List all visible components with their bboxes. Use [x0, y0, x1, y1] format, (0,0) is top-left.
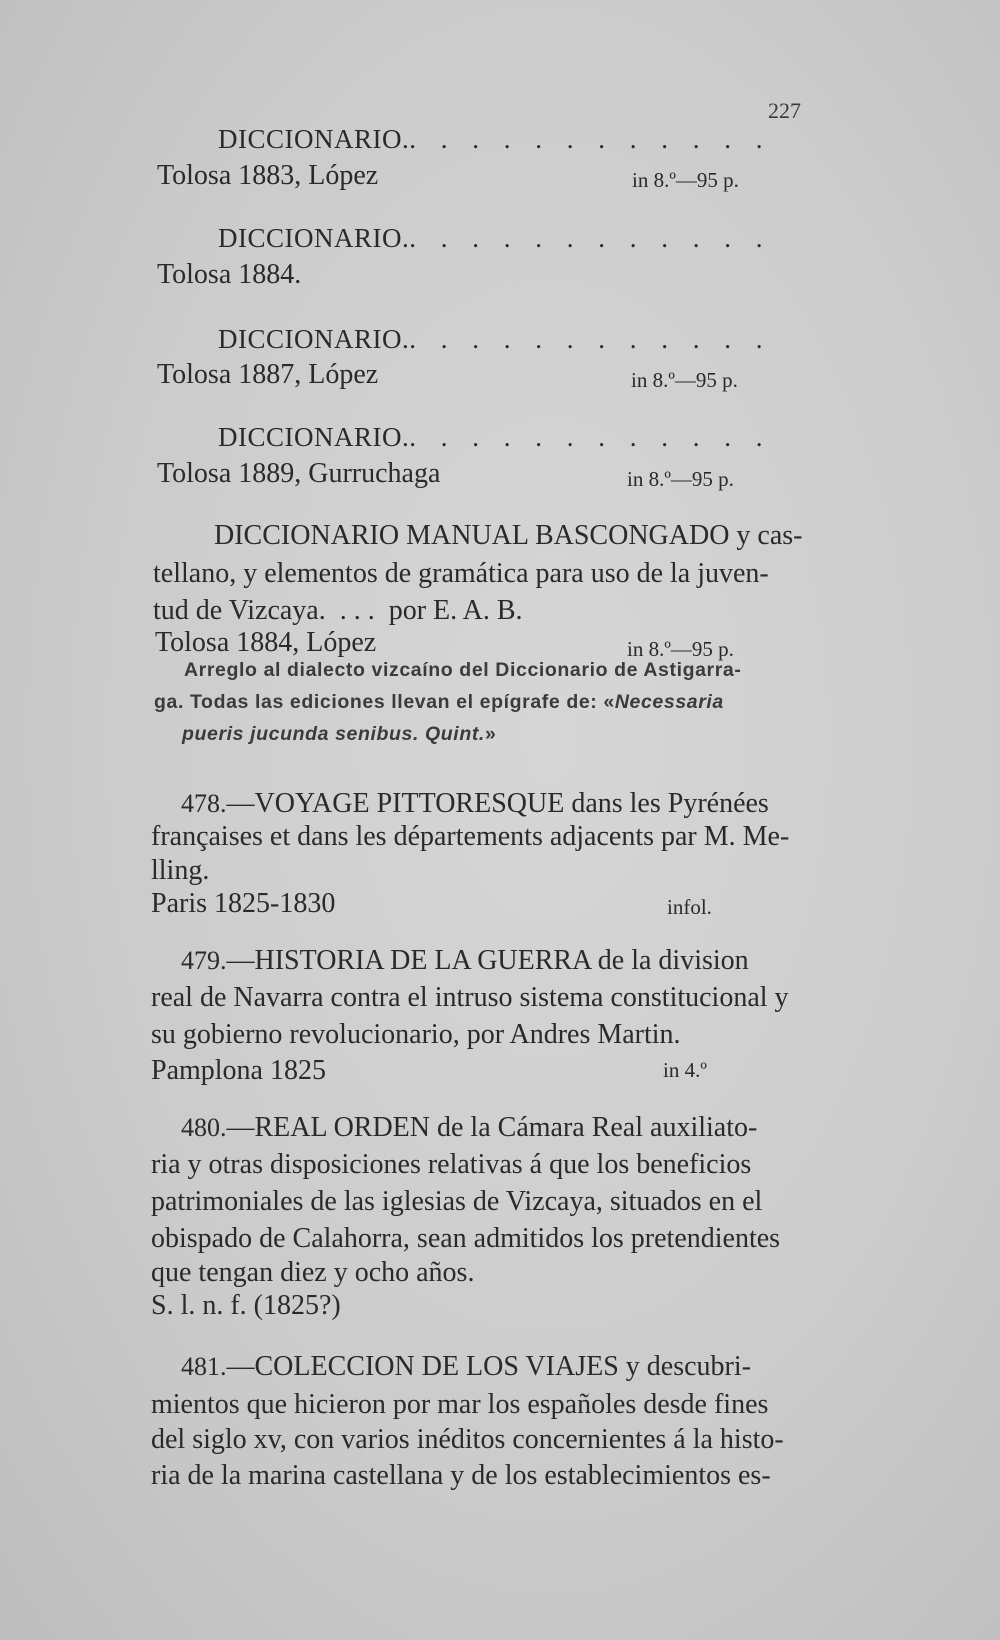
entry-line: del siglo xv, con varios inéditos concernientes á la histo-: [151, 1424, 784, 1455]
entry-note: Arreglo al dialecto vizcaíno del Diccionario de Astigarra-: [184, 659, 742, 681]
entry-line: tud de Vizcaya. . . . por E. A. B.: [153, 595, 523, 626]
dicc-imprint: Tolosa 1884.: [157, 259, 302, 290]
leader-dots: . . . . . . . . . . . .: [409, 124, 772, 154]
dicc-format: in 8.º—95 p.: [632, 168, 739, 192]
entry-line: 479.—HISTORIA DE LA GUERRA de la division: [181, 945, 749, 976]
entry-line: real de Navarra contra el intruso sistema constitucional y: [151, 982, 789, 1013]
entry-format: infol.: [667, 895, 712, 919]
epigraph: pueris jucunda senibus. Quint.: [182, 723, 485, 745]
entry-line: 480.—REAL ORDEN de la Cámara Real auxiliato-: [181, 1112, 758, 1143]
entry-line: patrimoniales de las iglesias de Vizcaya, situados en el: [151, 1186, 763, 1217]
entry-line: mientos que hicieron por mar los españoles desde fines: [151, 1389, 769, 1420]
dicc-title: DICCIONARIO.. . . . . . . . . . . .: [218, 223, 772, 253]
dicc-imprint: Tolosa 1883, López: [157, 160, 379, 191]
dicc-imprint: Tolosa 1887, López: [157, 359, 379, 390]
leader-dots: . . . . . . . . . . . .: [409, 324, 772, 354]
dicc-title: DICCIONARIO.. . . . . . . . . . . .: [218, 324, 772, 354]
dicc-format: in 8.º—95 p.: [631, 368, 738, 392]
page-number: 227: [768, 98, 801, 123]
entry-imprint: S. l. n. f. (1825?): [151, 1290, 341, 1321]
entry-line: obispado de Calahorra, sean admitidos los pretendientes: [151, 1223, 781, 1254]
entry-line: 478.—VOYAGE PITTORESQUE dans les Pyrénées: [181, 788, 769, 819]
entry-line: que tengan diez y ocho años.: [151, 1257, 475, 1288]
entry-format: in 8.º—95 p.: [627, 637, 734, 661]
entry-line: su gobierno revolucionario, por Andres Martin.: [151, 1019, 681, 1050]
entry-imprint: Pamplona 1825: [151, 1055, 326, 1086]
dicc-format: in 8.º—95 p.: [627, 467, 734, 491]
epigraph: Necessaria: [614, 691, 724, 713]
entry-format: in 4.º: [663, 1058, 707, 1082]
entry-line: tellano, y elementos de gramática para uso de la juven-: [153, 558, 769, 589]
leader-dots: . . . . . . . . . . . .: [409, 422, 772, 452]
entry-imprint: Paris 1825-1830: [151, 888, 336, 919]
entry-note: pueris jucunda senibus. Quint.»: [182, 723, 497, 745]
entry-line: 481.—COLECCION DE LOS VIAJES y descubri-: [181, 1351, 751, 1382]
entry-line: ria y otras disposiciones relativas á que los beneficios: [151, 1149, 752, 1180]
entry-line: françaises et dans les départements adjacents par M. Me-: [151, 821, 790, 852]
dicc-title: DICCIONARIO.. . . . . . . . . . . .: [218, 422, 772, 452]
entry-note: ga. Todas las ediciones llevan el epígrafe de: «Necessaria: [154, 691, 724, 713]
dicc-imprint: Tolosa 1889, Gurruchaga: [157, 458, 441, 489]
entry-line: DICCIONARIO MANUAL BASCONGADO y cas-: [214, 520, 803, 551]
entry-number: 481.: [181, 1352, 227, 1381]
entry-number: 479.: [181, 946, 227, 975]
entry-line: lling.: [151, 855, 210, 886]
entry-line: ria de la marina castellana y de los establecimientos es-: [151, 1460, 771, 1491]
entry-number: 478.: [181, 789, 227, 818]
entry-number: 480.: [181, 1113, 227, 1142]
dicc-title: DICCIONARIO.. . . . . . . . . . . .: [218, 124, 772, 154]
entry-imprint: Tolosa 1884, López: [155, 627, 377, 658]
leader-dots: . . . . . . . . . . . .: [409, 223, 772, 253]
